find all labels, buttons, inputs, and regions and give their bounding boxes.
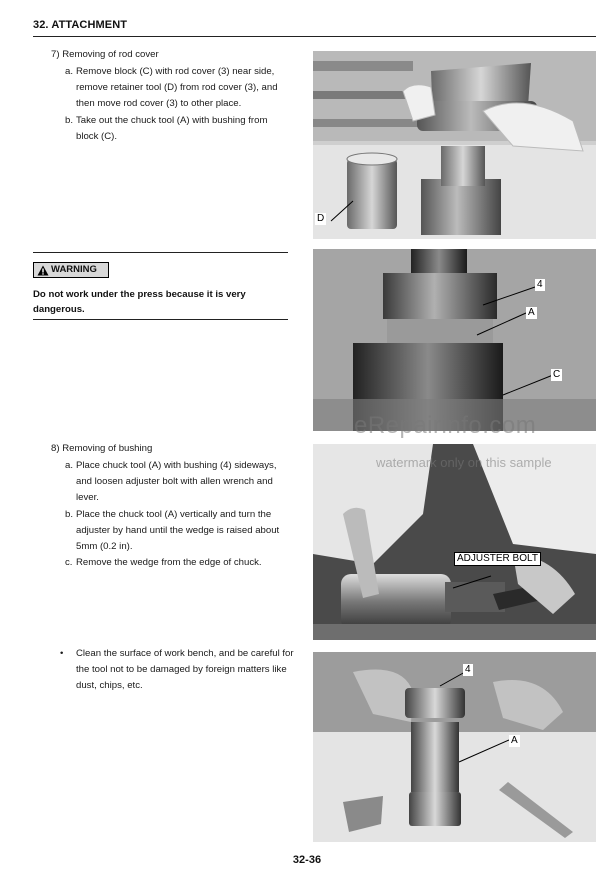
callout-4: 4 bbox=[537, 279, 543, 290]
warning-triangle-icon bbox=[37, 265, 49, 276]
step-7-item-b bbox=[65, 113, 290, 145]
watermark-site: eRepairinfo.com bbox=[354, 412, 537, 439]
section-title: 32. ATTACHMENT bbox=[33, 19, 128, 31]
step-8-title: 8) Removing of bushing bbox=[51, 443, 153, 454]
item-text: Place the chuck tool (A) vertically and turn the adjuster by hand until the wedge is raised about 5mm (0.2 in). bbox=[76, 509, 280, 552]
item-label: a. bbox=[65, 66, 74, 77]
warning-top-rule bbox=[33, 252, 288, 253]
note-bullet bbox=[60, 646, 295, 694]
callout-4: 4 bbox=[465, 664, 471, 675]
callout-d: D bbox=[317, 213, 325, 224]
callout-a: A bbox=[511, 735, 518, 746]
note-text: Clean the surface of work bench, and be careful for the tool not to be damaged by foreign matters like dust, chips, etc. bbox=[76, 648, 294, 691]
item-text: Take out the chuck tool (A) with bushing from block (C). bbox=[76, 115, 268, 142]
item-label: b. bbox=[65, 509, 74, 520]
warning-text: Do not work under the press because it is very dangerous. bbox=[33, 289, 246, 315]
item-text: Place chuck tool (A) with bushing (4) sideways, and loosen adjuster bolt with allen wrench and lever. bbox=[76, 460, 277, 503]
watermark-note: watermark only on this sample bbox=[376, 455, 552, 470]
warning-badge bbox=[33, 262, 109, 278]
step-8-item-a bbox=[65, 458, 290, 506]
callout-c: C bbox=[553, 369, 561, 380]
photo-press-setup bbox=[313, 249, 596, 431]
bullet-dot: • bbox=[60, 648, 64, 659]
item-label: b. bbox=[65, 115, 74, 126]
callout-adjuster-bolt: ADJUSTER BOLT bbox=[454, 552, 541, 566]
item-label: a. bbox=[65, 460, 74, 471]
header-rule bbox=[33, 36, 596, 37]
step-8-item-c bbox=[65, 555, 290, 571]
warning-badge-label: WARNING bbox=[51, 264, 97, 275]
item-text: Remove block (C) with rod cover (3) near side, remove retainer tool (D) from rod cover (3), and then move rod cover (3) to other place. bbox=[76, 66, 278, 109]
item-label: c. bbox=[65, 557, 73, 568]
step-8-item-b bbox=[65, 507, 290, 555]
photo-chuck-tool-bench bbox=[313, 652, 596, 842]
photo-adjuster-bolt bbox=[313, 444, 596, 640]
step-7-item-a bbox=[65, 64, 290, 112]
step-7-title: 7) Removing of rod cover bbox=[51, 49, 159, 60]
warning-bottom-rule bbox=[33, 319, 288, 320]
item-text: Remove the wedge from the edge of chuck. bbox=[76, 557, 262, 568]
page-number: 32-36 bbox=[292, 854, 322, 866]
callout-a: A bbox=[528, 307, 535, 318]
photo-rod-cover-removal bbox=[313, 51, 596, 239]
